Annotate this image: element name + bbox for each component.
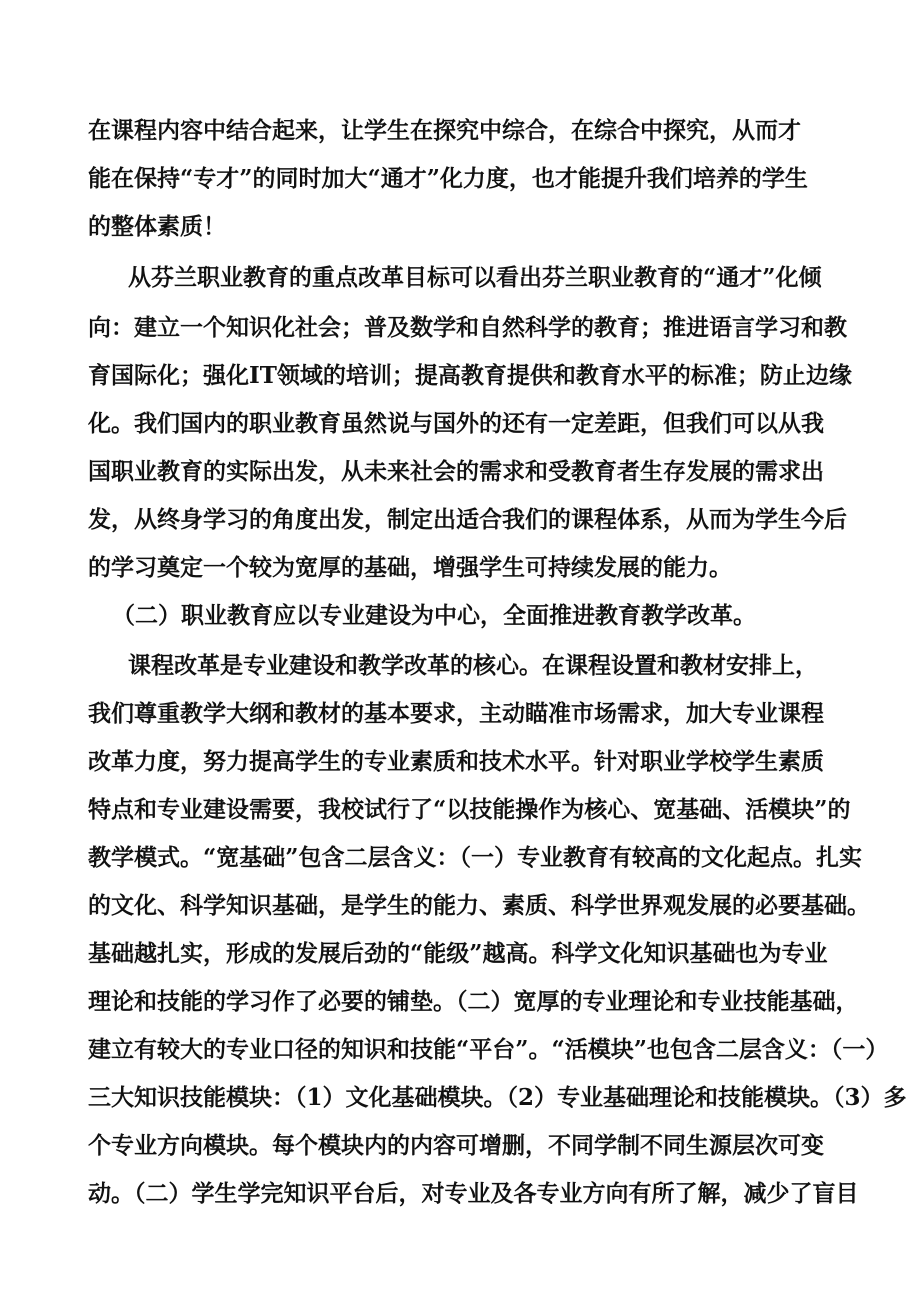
text-line-7: 化。我们国内的职业教育虽然说与国外的还有一定差距，但我们可以从我 <box>88 410 824 437</box>
text-line-5: 向：建立一个知识化社会；普及数学和自然科学的教育；推进语言学习和教 <box>88 314 847 341</box>
text-line-10: 的学习奠定一个较为宽厚的基础，增强学生可持续发展的能力。 <box>88 554 732 581</box>
text-line-20: 建立有较大的专业口径的知识和技能“平台”。“活模块”也包含二层含义：（一） <box>88 1036 889 1063</box>
text-line-4: 从芬兰职业教育的重点改革目标可以看出芬兰职业教育的“通才”化倾 <box>128 264 822 291</box>
text-line-13: 我们尊重教学大纲和教材的基本要求，主动瞄准市场需求，加大专业课程 <box>88 700 824 727</box>
text-line-19: 理论和技能的学习作了必要的铺垫。（二）宽厚的专业理论和专业技能基础， <box>88 988 859 1015</box>
text-line-12: 课程改革是专业建设和教学改革的核心。在课程设置和教材安排上， <box>128 652 818 679</box>
text-line-2: 能在保持“专才”的同时加大“通才”化力度，也才能提升我们培养的学生 <box>88 165 808 192</box>
text-line-6: 育国际化；强化IT领域的培训；提高教育提供和教育水平的标准；防止边缘 <box>88 362 852 389</box>
text-line-9: 发，从终身学习的角度出发，制定出适合我们的课程体系，从而为学生今后 <box>88 506 847 533</box>
text-line-22: 个专业方向模块。每个模块内的内容可增删，不同学制不同生源层次可变 <box>88 1132 824 1159</box>
text-line-8: 国职业教育的实际出发，从未来社会的需求和受教育者生存发展的需求出 <box>88 458 824 485</box>
text-line-17: 的文化、科学知识基础，是学生的能力、素质、科学世界观发展的必要基础。 <box>88 892 870 919</box>
text-line-23: 动。（二）学生学完知识平台后，对专业及各专业方向有所了解，减少了盲目 <box>88 1180 859 1207</box>
text-line-3: 的整体素质！ <box>88 213 226 240</box>
text-line-15: 特点和专业建设需要，我校试行了“以技能操作为核心、宽基础、活模块”的 <box>88 796 851 823</box>
text-line-14: 改革力度，努力提高学生的专业素质和技术水平。针对职业学校学生素质 <box>88 748 824 775</box>
text-line-1: 在课程内容中结合起来，让学生在探究中综合，在综合中探究，从而才 <box>88 117 801 144</box>
text-line-16: 教学模式。“宽基础”包含二层含义：（一）专业教育有较高的文化起点。扎实 <box>88 844 862 871</box>
section-heading: （二）职业教育应以专业建设为中心，全面推进教育教学改革。 <box>112 602 756 629</box>
text-line-21: 三大知识技能模块：（1）文化基础模块。（2）专业基础理论和技能模块。（3）多 <box>88 1084 907 1111</box>
text-line-18: 基础越扎实，形成的发展后劲的“能级”越高。科学文化知识基础也为专业 <box>88 940 828 967</box>
